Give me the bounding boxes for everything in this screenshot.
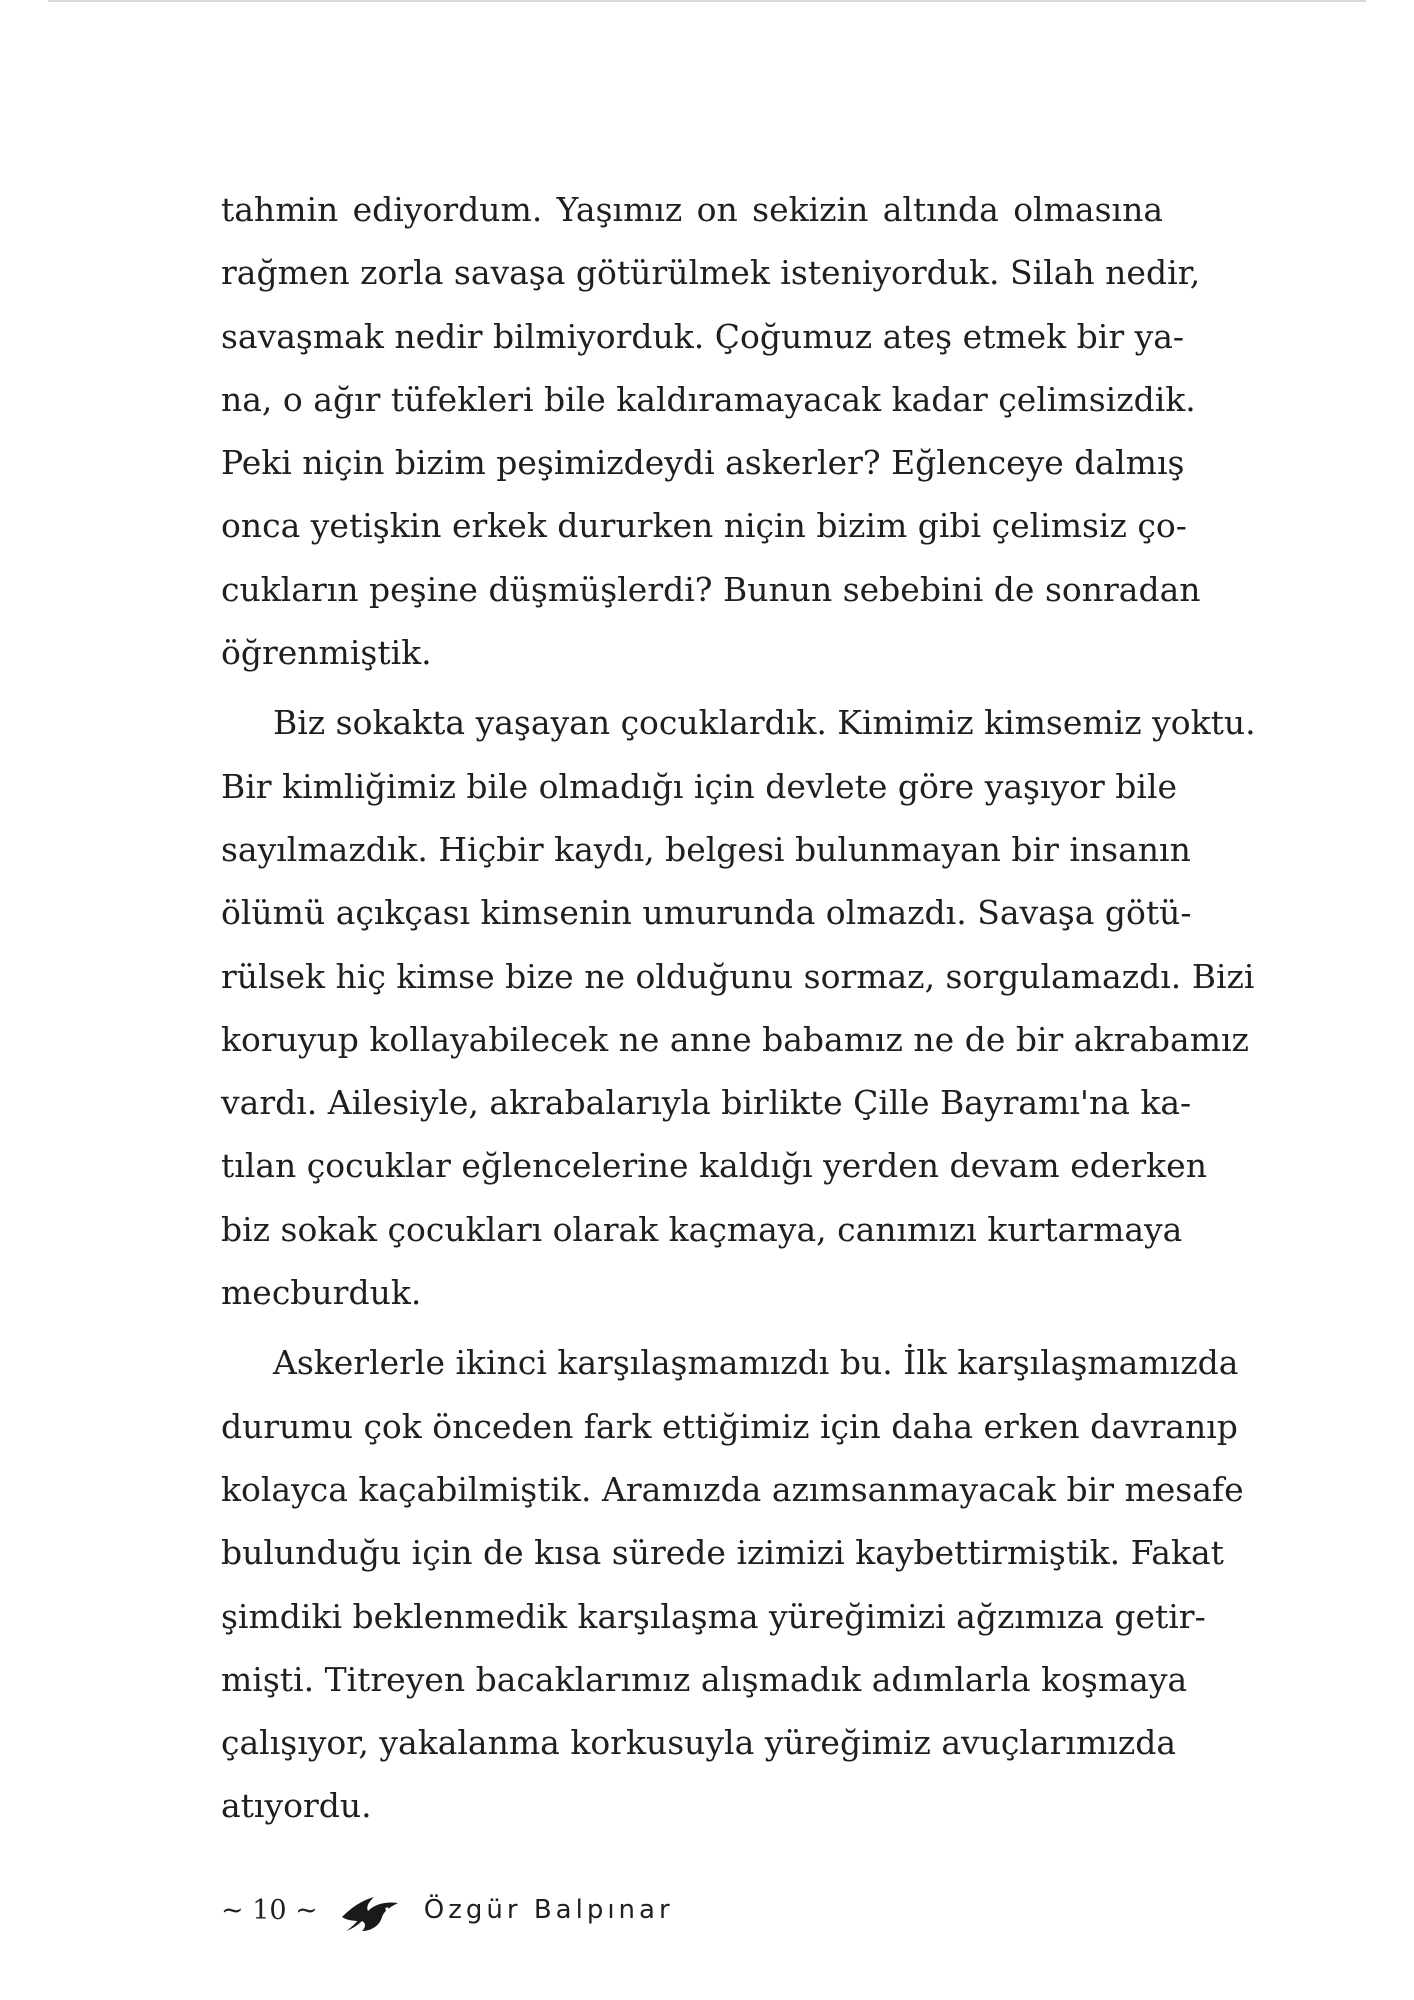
text-line: öğrenmiştik.: [221, 633, 432, 673]
text-line: rülsek hiç kimse bize ne olduğunu sormaz, sorgulamazdı. Bizi: [221, 956, 1255, 996]
text-line: sayılmazdık. Hiçbir kaydı, belgesi bulunmayan bir insanın: [221, 829, 1191, 869]
text-line: mecburduk.: [221, 1273, 422, 1313]
page-footer: [221, 1880, 674, 1940]
paragraph-2: [221, 691, 1256, 1324]
text-line: vardı. Ailesiyle, akrabalarıyla birlikte Çille Bayramı'na ka-: [221, 1083, 1192, 1123]
text-line: tılan çocuklar eğlencelerine kaldığı yerden devam ederken: [221, 1146, 1207, 1186]
text-line: cukların peşine düşmüşlerdi? Bunun sebebini de sonradan: [221, 569, 1201, 609]
paragraph-3: [221, 1331, 1244, 1837]
author-name: Özgür Balpınar: [423, 1895, 674, 1925]
text-line: atıyordu.: [221, 1786, 372, 1826]
text-line: çalışıyor, yakalanma korkusuyla yüreğimiz avuçlarımızda: [221, 1723, 1177, 1763]
text-line: tahmin ediyordum. Yaşımız on sekizin altında olmasına: [221, 190, 1163, 229]
text-line: ölümü açıkçası kimsenin umurunda olmazdı. Savaşa götü-: [221, 893, 1192, 933]
paragraph-1: [221, 178, 1201, 684]
text-line: mişti. Titreyen bacaklarımız alışmadık adımlarla koşmaya: [221, 1659, 1188, 1699]
text-line: savaşmak nedir bilmiyorduk. Çoğumuz ateş etmek bir ya-: [221, 316, 1185, 356]
text-line: kolayca kaçabilmiştik. Aramızda azımsanmayacak bir mesafe: [221, 1469, 1244, 1509]
text-line: rağmen zorla savaşa götürülmek isteniyorduk. Silah nedir,: [221, 253, 1201, 293]
text-line: biz sokak çocukları olarak kaçmaya, canımızı kurtarmaya: [221, 1209, 1183, 1249]
text-line: na, o ağır tüfekleri bile kaldıramayacak kadar çelimsizdik.: [221, 379, 1196, 419]
text-line: onca yetişkin erkek dururken niçin bizim gibi çelimsiz ço-: [221, 506, 1187, 546]
swallow-bird-icon: [340, 1887, 402, 1933]
text-line: Peki niçin bizim peşimizdeydi askerler? Eğlenceye dalmış: [221, 443, 1185, 483]
body-text: [221, 178, 1256, 1838]
text-line: şimdiki beklenmedik karşılaşma yüreğimizi ağzımıza getir-: [221, 1596, 1206, 1636]
text-line: durumu çok önceden fark ettiğimiz için daha erken davranıp: [221, 1406, 1238, 1446]
text-line: Biz sokakta yaşayan çocuklardık. Kimimiz kimsemiz yoktu.: [273, 703, 1256, 743]
page-number: ~ 10 ~: [221, 1894, 318, 1926]
text-line: bulunduğu için de kısa sürede izimizi kaybettirmiştik. Fakat: [221, 1533, 1224, 1573]
text-line: koruyup kollayabilecek ne anne babamız ne de bir akrabamız: [221, 1019, 1249, 1059]
text-line: Bir kimliğimiz bile olmadığı için devlete göre yaşıyor bile: [221, 766, 1178, 806]
page-top-border: [48, 0, 1366, 2]
text-line: Askerlerle ikinci karşılaşmamızdı bu. İlk karşılaşmamızda: [273, 1343, 1239, 1383]
